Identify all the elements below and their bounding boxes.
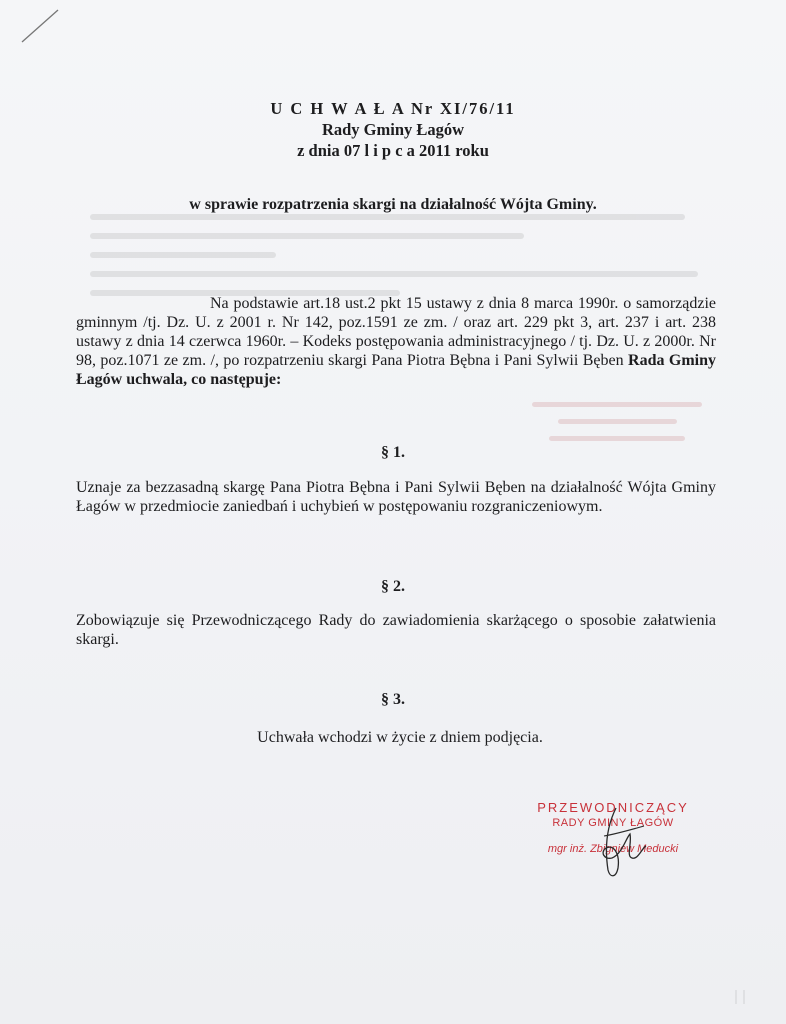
section-2-body: Zobowiązuje się Przewodniczącego Rady do zawiadomienia skarżącego o sposobie załatwienia skargi. (76, 612, 716, 648)
section-1-title: § 1. (381, 444, 405, 461)
handwritten-signature (586, 804, 656, 884)
stamp-title: PRZEWODNICZĄCY (537, 800, 689, 815)
legal-basis-text: Na podstawie art.18 ust.2 pkt 15 ustawy z dnia 8 marca 1990r. o samorządzie gminnym /tj. Dz. U. z 2001 r. Nr 142, poz.1591 ze zm. / oraz art. 229 pkt 3, art. 237 i art. 238 ustawy z dnia 14 czerwca 1960r. – Kodeks postępowania administracyjnego / tj. Dz. U. z 2000r. Nr 98, poz.1071 ze zm. /, po rozpatrzeniu skargi Pana Piotra Bębna i Pani Sylwii Bęben (76, 295, 716, 369)
council-name: Rady Gminy Łagów (321, 120, 465, 139)
council-resolves-text: Rada Gminy Łagów uchwala, co następuje: (76, 352, 716, 388)
pen-stroke-mark (20, 6, 60, 46)
section-3-body: Uchwała wchodzi w życie z dniem podjęcia. (257, 729, 543, 746)
resolution-date: z dnia 07 l i p c a 2011 roku (297, 141, 489, 160)
faint-page-mark (732, 986, 756, 1006)
stamp-person: mgr inż. Zbigniew Meducki (547, 843, 679, 855)
section-2-title: § 2. (381, 578, 405, 595)
resolution-title: U C H W A Ł A Nr XI/76/11 (270, 99, 516, 118)
resolution-subject: w sprawie rozpatrzenia skargi na działalność Wójta Gminy. (189, 196, 597, 213)
resolution-header (0, 98, 786, 161)
section-1-body: Uznaje za bezzasadną skargę Pana Piotra Bębna i Pani Sylwii Bęben na działalność Wójta Gminy Łagów w przedmiocie zaniedbań i uchybień w postępowaniu rozgraniczeniowym. (76, 479, 716, 515)
legal-basis-paragraph (76, 294, 716, 389)
stamp-council: RADY GMINY ŁAGÓW (552, 817, 674, 829)
section-3-title: § 3. (381, 691, 405, 708)
